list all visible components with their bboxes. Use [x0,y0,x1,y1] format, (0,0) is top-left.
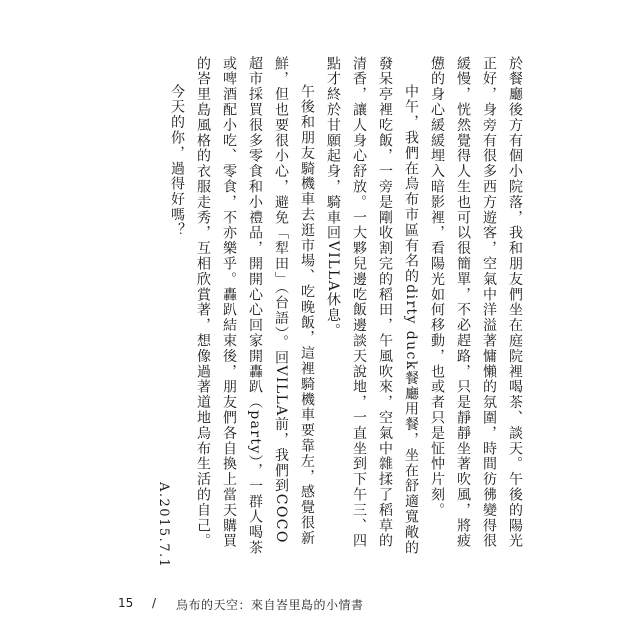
book-title: 烏布的天空：來自峇里島的小情書 [176,598,364,612]
paragraph-lunch: 中午，我們在烏布市區有名的dirty duck餐廳用餐，坐在舒適寬敞的發呆亭裡吃飯，一旁是剛收割完的稻田，午風吹來，空氣中雜揉了稻草的清香，讓人身心舒放。一大夥兒邊吃飯邊談天說地，一直坐到下午三、四點才終於甘願起身，騎車回VILLA休息。 [325,56,419,556]
signature-date: A.2015.7.1 [156,482,171,569]
paragraph-afternoon: 午後和朋友騎機車去逛市場、吃晚飯，這裡騎機車要靠左，感覺很新鮮，但也要很小心，避免「犁田」（台語）。回VILLA前，我們到COCO超市採買很多零食和小禮品，開開心心回家開轟趴（party），一群人喝茶或啤酒配小吃、零食，不亦樂乎。轟趴結束後，朋友們各自換上當天購買的峇里島風格的衣服走秀，互相欣賞著，想像過著道地烏布生活的自己。 [195,56,315,556]
page-footer [118,596,538,616]
paragraph-question: 今天的你，過得好嗎？ [169,84,185,238]
vertical-text-body [150,56,528,556]
footer-separator: / [152,596,157,610]
paragraph-courtyard: 於餐廳後方有個小院落，我和朋友們坐在庭院裡喝茶、談天。午後的陽光正好，身旁有很多西方遊客，空氣中洋溢著慵懶的氛圍，時間彷彿變得很緩慢，恍然覺得人生也可以很簡單，不必趕路，只是靜靜坐著吹風，將疲憊的身心緩緩埋入暗影裡，看陽光如何移動，也或者只是怔忡片刻。 [429,56,523,549]
page-number: 15 [118,596,134,610]
